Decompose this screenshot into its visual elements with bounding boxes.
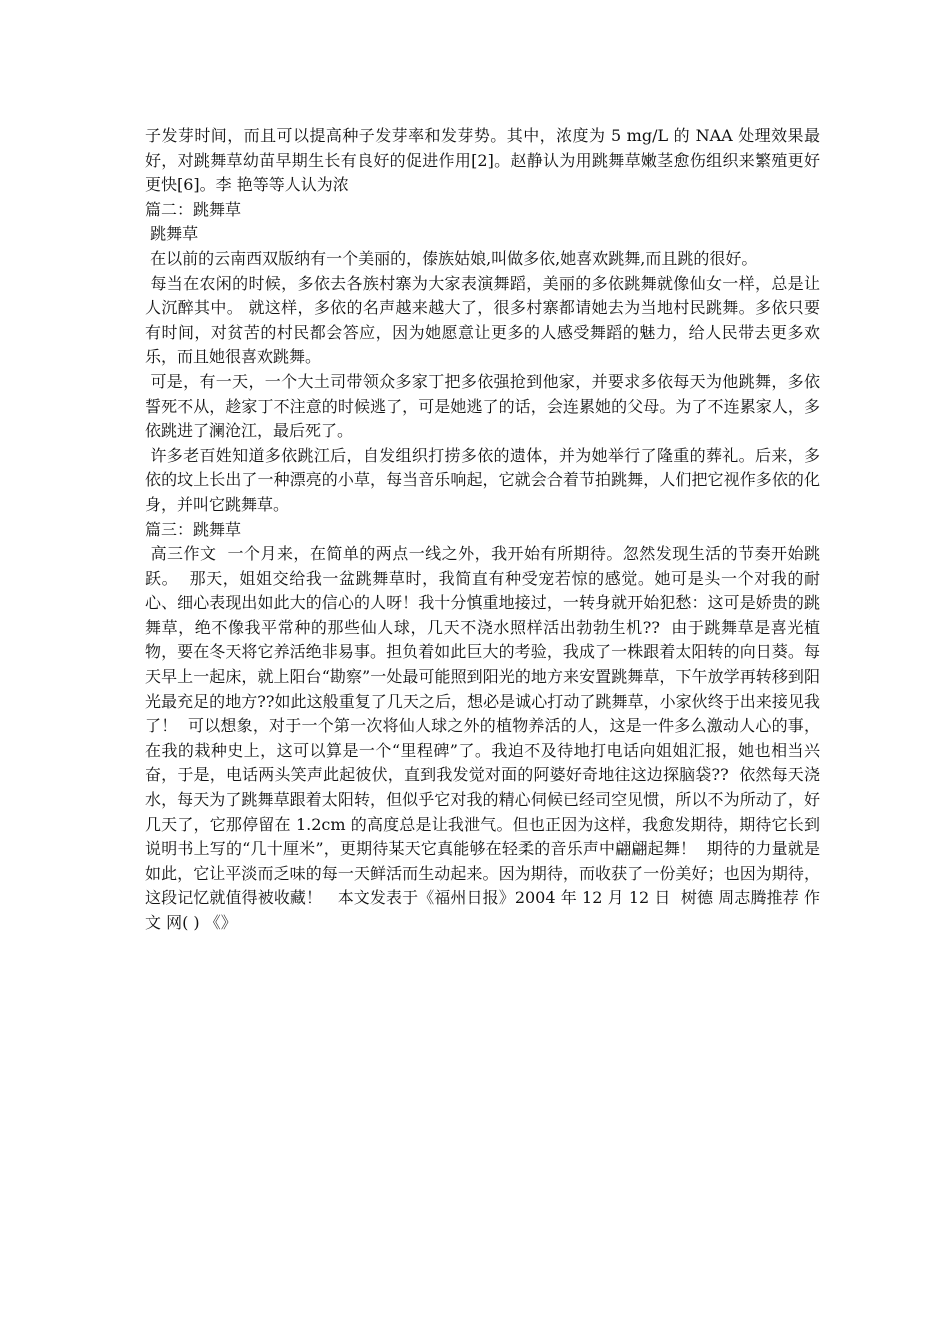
paragraph-story-1: 在以前的云南西双版纳有一个美丽的，傣族姑娘,叫做多依,她喜欢跳舞,而且跳的很好。 — [145, 248, 758, 268]
section-heading-2: 篇二：跳舞草 — [145, 199, 242, 219]
paragraph-story-3: 可是，有一天，一个大土司带领众多家丁把多依强抢到他家，并要求多依每天为他跳舞，多依誓死不从，趁家丁不注意的时候逃了，可是她逃了的话，会连累她的父母。为了不连累家人，多依跳进了澜沧江，最后死了。 — [145, 371, 820, 441]
paragraph-story-2: 每当在农闲的时候，多依去各族村寨为大家表演舞蹈，美丽的多依跳舞就像仙女一样，总是让人沉醉其中。 就这样，多依的名声越来越大了，很多村寨都请她去为当地村民跳舞。多依只要有时间，对贫苦的村民都会答应，因为她愿意让更多的人感受舞蹈的魅力，给人民带去更多欢乐，而且她很喜欢跳舞。 — [145, 273, 820, 367]
paragraph-story-4: 许多老百姓知道多依跳江后，自发组织打捞多依的遗体，并为她举行了隆重的葬礼。后来，多依的坟上长出了一种漂亮的小草，每当音乐响起，它就会合着节拍跳舞，人们把它视作多依的化身，并叫它跳舞草。 — [145, 445, 820, 514]
paragraph-essay: 高三作文 一个月来，在简单的两点一线之外，我开始有所期待。忽然发现生活的节奏开始跳跃。 那天，姐姐交给我一盆跳舞草时，我简直有种受宠若惊的感觉。她可是头一个对我的耐心、细心表现出如此大的信心的人呀！我十分慎重地接过，一转身就开始犯愁：这可是娇贵的跳舞草，绝不像我平常种的那些仙人球，几天不浇水照样活出勃勃生机?? 由于跳舞草是喜光植物，要在冬天将它养活绝非易事。担负着如此巨大的考验，我成了一株跟着太阳转的向日葵。每天早上一起床，就上阳台“勘察”一处最可能照到阳光的地方来安置跳舞草，下午放学再转移到阳光最充足的地方??如此这般重复了几天之后，想必是诚心打动了跳舞草，小家伙终于出来接见我了！ 可以想象，对于一个第一次将仙人球之外的植物养活的人，这是一件多么激动人心的事，在我的栽种史上，这可以算是一个“里程碑”了。我迫不及待地打电话向姐姐汇报，她也相当兴奋，于是，电话两头笑声此起彼伏，直到我发觉对面的阿婆好奇地往这边探脑袋?? 依然每天浇水，每天为了跳舞草跟着太阳转，但似乎它对我的精心伺候已经司空见惯，所以不为所动了，好几天了，它那停留在 1.2cm 的高度总是让我泄气。但也正因为这样，我愈发期待，期待它长到说明书上写的“几十厘米”，更期待某天它真能够在轻柔的音乐声中翩翩起舞！ 期待的力量就是如此，它让平淡而乏味的每一天鲜活而生动起来。因为期待，而收获了一份美好；也因为期待，这段记忆就值得被收藏！ 本文发表于《福州日报》2004 年 12 月 12 日 树德 周志腾推荐 作 文 网( ) 《》 — [145, 544, 826, 932]
paragraph-intro: 子发芽时间，而且可以提高种子发芽率和发芽势。其中，浓度为 5 mg/L 的 NAA 处理效果最好，对跳舞草幼苗早期生长有良好的促进作用[2]。赵静认为用跳舞草嫩茎愈伤组织来繁殖更好更快[6]。李 艳等等人认为浓 — [145, 126, 820, 195]
section-subtitle-2: 跳舞草 — [145, 224, 199, 244]
section-heading-3: 篇三：跳舞草 — [145, 519, 242, 539]
document-body — [145, 124, 826, 936]
